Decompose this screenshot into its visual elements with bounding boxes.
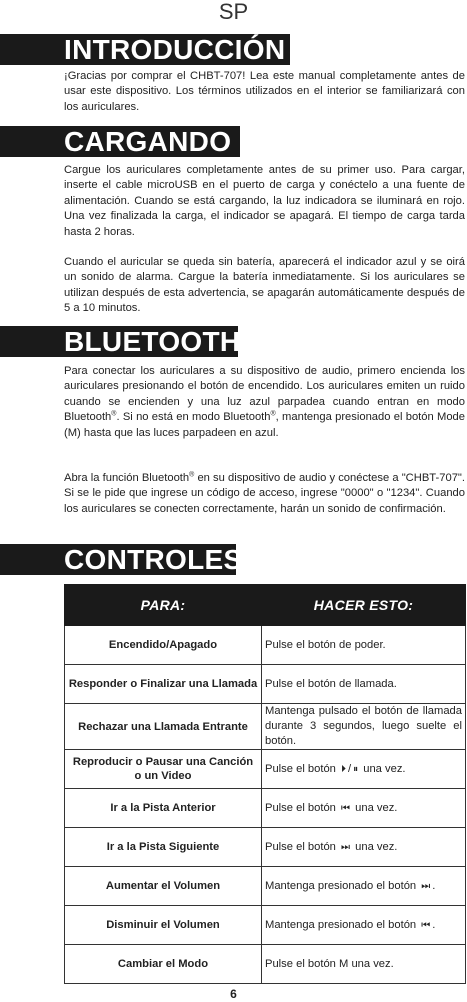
table-header-row: [65, 585, 466, 626]
instruction-text: Pulse el botón: [265, 840, 336, 853]
controls-table: [64, 584, 466, 984]
section-header-intro: [0, 34, 290, 65]
instruction-cell: Pulse el botón de poder.: [262, 626, 466, 665]
charging-paragraph-2: Cuando el auricular se queda sin batería, aparecerá el indicador azul y se oirá un sonido de alarma. Cargue la batería inmediatamente. Si los auriculares se utilizan después de esta advertencia, se apagarán automáticamente después de 5 a 10 minutos.: [64, 256, 465, 315]
table-row: [65, 750, 466, 789]
action-cell: Responder o Finalizar una Llamada: [65, 665, 262, 704]
instruction-cell: [262, 789, 466, 828]
registered-mark: ®: [189, 471, 195, 479]
next-track-icon: ⏭: [341, 841, 351, 853]
instruction-cell: [262, 828, 466, 867]
text-span: Abra la función Bluetooth: [64, 472, 190, 484]
table-row: [65, 626, 466, 665]
instruction-cell: [262, 867, 466, 906]
table-row: [65, 789, 466, 828]
bluetooth-paragraph-1: [64, 364, 465, 441]
instruction-cell: Pulse el botón de llamada.: [262, 665, 466, 704]
section-title: CONTROLES: [64, 544, 243, 575]
action-cell: Reproducir o Pausar una Canción o un Video: [65, 750, 262, 789]
instruction-text: .: [432, 918, 436, 931]
section-title: [64, 327, 252, 357]
separator-text: /: [348, 762, 352, 775]
instruction-text: una vez.: [355, 801, 398, 814]
language-label: SP: [218, 0, 249, 24]
table-row: [65, 704, 466, 750]
text-span: , mantenga presionado el botón Mode (M) hasta que las luces parpadeen en azul.: [64, 411, 465, 439]
text-span: en su dispositivo de audio y conéctese a "CHBT-707". Si se le pide que ingrese un código de acceso, ingrese "0000" o "1234". Cuando los auriculares se conecten correctamente, harán un sonido de confirmación.: [64, 472, 465, 515]
registered-mark: ®: [111, 410, 117, 418]
registered-mark: ®: [270, 410, 276, 418]
play-icon: ⏵: [341, 763, 347, 775]
instruction-cell: [262, 750, 466, 789]
action-cell: Aumentar el Volumen: [65, 867, 262, 906]
column-header-for: PARA:: [65, 585, 262, 626]
table-row: [65, 945, 466, 984]
action-cell: Disminuir el Volumen: [65, 906, 262, 945]
bluetooth-title-text: BLUETOOTH: [64, 326, 241, 357]
previous-track-icon: ⏮: [341, 802, 351, 814]
instruction-text: Mantenga presionado el botón: [265, 879, 417, 892]
instruction-cell: Pulse el botón M una vez.: [262, 945, 466, 984]
instruction-cell: Mantenga pulsado el botón de llamada durante 3 segundos, luego suelte el botón.: [262, 704, 466, 750]
action-cell: Ir a la Pista Anterior: [65, 789, 262, 828]
column-header-do: HACER ESTO:: [262, 585, 466, 626]
section-header-controls: [0, 544, 243, 575]
table-row: [65, 867, 466, 906]
section-header-charging: [0, 126, 240, 157]
registered-mark: ®: [240, 335, 252, 352]
action-cell: Cambiar el Modo: [65, 945, 262, 984]
instruction-text: una vez.: [363, 762, 406, 775]
instruction-cell: [262, 906, 466, 945]
text-span: Para conectar los auriculares a su dispositivo de audio, primero encienda los auriculares presionando el botón de encendido. Los auriculares emiten un ruido cuando se encienden y una luz azul parpadea cuando entran en modo Bluetooth: [64, 365, 465, 424]
intro-paragraph: ¡Gracias por comprar el CHBT-707! Lea este manual completamente antes de usar este dispositivo. Los términos utilizados en el interior se familiarizará con los auriculares.: [64, 70, 465, 113]
next-track-icon: ⏭: [421, 880, 431, 892]
pause-icon: ⏸: [353, 763, 359, 775]
section-title: CARGANDO: [64, 126, 232, 157]
instruction-text: .: [432, 879, 436, 892]
instruction-text: Pulse el botón: [265, 762, 336, 775]
table-row: [65, 828, 466, 867]
instruction-text: Pulse el botón: [265, 801, 336, 814]
table-row: [65, 906, 466, 945]
action-cell: Rechazar una Llamada Entrante: [65, 704, 262, 750]
page-number: 6: [230, 987, 237, 1001]
instruction-text: una vez.: [355, 840, 398, 853]
section-title: INTRODUCCIÓN: [64, 34, 286, 65]
charging-paragraph-1: Cargue los auriculares completamente antes de su primer uso. Para cargar, inserte el cable microUSB en el puerto de carga y conéctelo a una fuente de alimentación. Cuando se está cargando, la luz indicadora se iluminará en rojo. Una vez finalizada la carga, el indicador se apagará. El tiempo de carga tarda hasta 2 horas.: [64, 164, 465, 238]
section-header-bluetooth: [0, 326, 252, 357]
previous-track-icon: ⏮: [421, 919, 431, 931]
instruction-text: Mantenga presionado el botón: [265, 918, 417, 931]
text-span: . Si no está en modo Bluetooth: [116, 411, 271, 424]
table-row: [65, 665, 466, 704]
action-cell: Encendido/Apagado: [65, 626, 262, 665]
action-cell: Ir a la Pista Siguiente: [65, 828, 262, 867]
bluetooth-paragraph-2: [64, 471, 465, 517]
